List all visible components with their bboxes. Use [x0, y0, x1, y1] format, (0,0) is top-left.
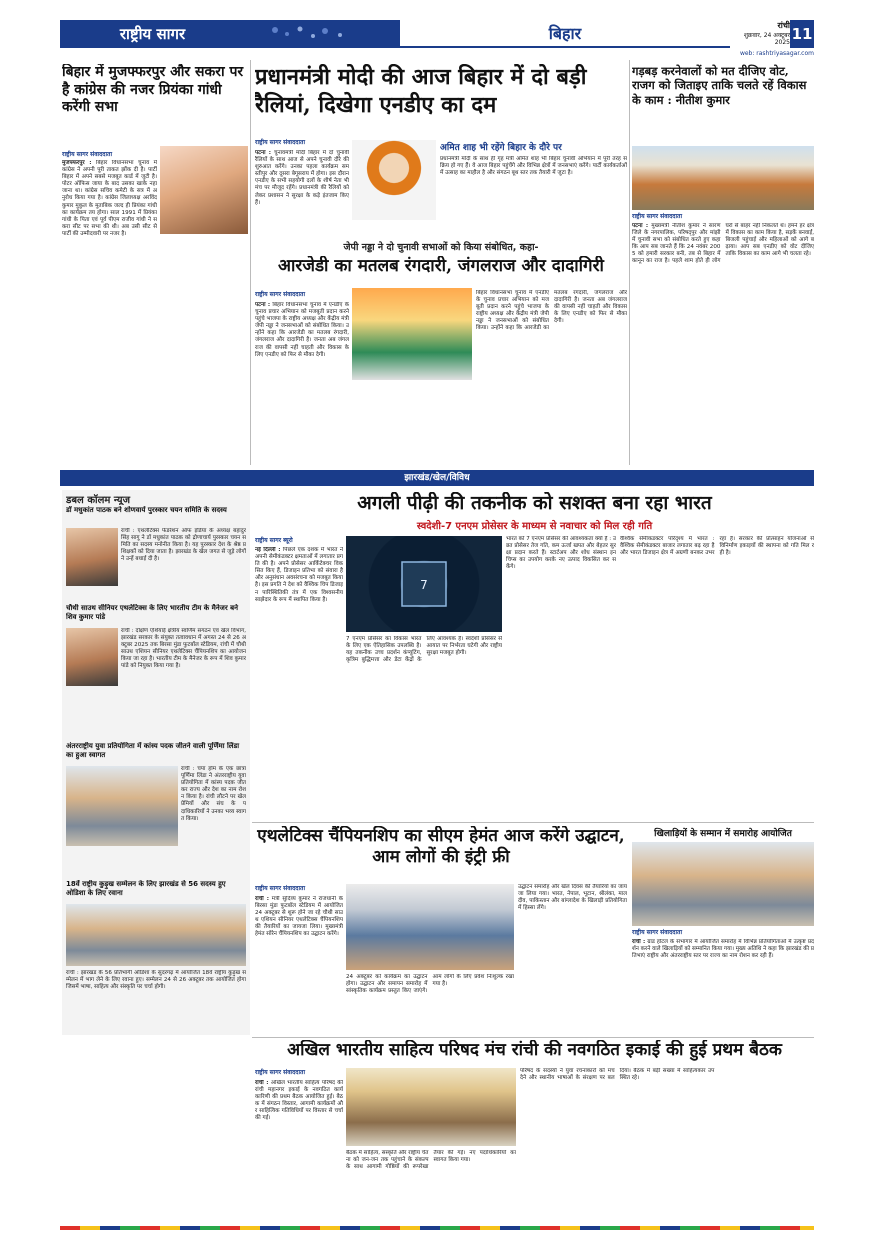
section-bar: झारखंड/खेल/विविध	[60, 470, 814, 486]
award-body-text: ग्रांड होटल के सभागार में आयोजित समारोह में विभिन्न प्रतियोगिताओं में उत्कृष्ट प्रदर्शन करने वाले खिलाड़ियों को सम्मानित किया गया। मुख्य अतिथि ने कहा कि झारखंड की प्रतिभाएं राष्ट्रीय और अंतरराष्ट्रीय स्तर पर राज्य का नाम रोशन कर रही हैं।	[632, 939, 814, 960]
dc-item4-headline: 18वें राष्ट्रीय कुड़ुख सम्मेलन के लिए झारखंड से 56 सदस्य हुए ओडिशा के लिए रवाना	[66, 880, 226, 897]
modi-byline: राष्ट्रीय सागर संवाददाता	[255, 139, 306, 146]
tech-lead-place: नई दिल्ली :	[255, 547, 281, 553]
priyanka-photo	[160, 146, 248, 234]
dc-item2-headline: चौथी साउथ सीनियर एथलेटिक्स के लिए भारतीय टीम के मैनेजर बने शिव कुमार पांडे	[66, 604, 239, 621]
dc-item4-body: रांची : झारखंड के 56 प्रतिभागी ओडिशा के सुंदरगढ़ में आयोजित 18वें राष्ट्रीय कुड़ुख सम्मेलन में भाग लेने के लिए रवाना हुए। सम्मेलन 24 से 26 अक्टूबर तक आयोजित होगा जिसमें भाषा, साहित्य और संस्कृति पर चर्चा होगी।	[66, 970, 246, 991]
sahitya-lead-place: रांची :	[255, 1080, 269, 1086]
page-number: 11	[790, 20, 814, 48]
nitish-body	[632, 223, 814, 463]
svg-text:7: 7	[420, 578, 428, 592]
priyanka-byline: राष्ट्रीय सागर संवाददाता	[62, 151, 113, 158]
nadda-body-cont: बिहार विधानसभा चुनाव में एनडीए के चुनाव प्रचार अभियान को मजबूती प्रदान करने पहुंचे भाजपा के राष्ट्रीय अध्यक्ष और केंद्रीय मंत्री जेपी नड्डा ने जनसभाओं को संबोधित किया। उन्होंने कहा कि आरजेडी का मतलब रंगदारी, जंगलराज और दादागिरी है। जनता अब जंगलराज की वापसी नहीं चाहती और विकास के लिए एनडीए को फिर से मौका देगी।	[476, 290, 627, 332]
dc-item4-photo	[66, 904, 246, 966]
nadda-kicker: जेपी नड्डा ने दो चुनावी सभाओं को किया संबोधित, कहा-	[343, 242, 539, 253]
award-lead-place: रांची :	[632, 939, 646, 945]
dc-item3-photo	[66, 766, 178, 846]
priyanka-body	[62, 160, 157, 460]
tech-body-col3: भारत को 7 एनएम प्रोसेसर की आवश्यकता क्यों है : उन्नत प्रोसेसर तेज गति, कम ऊर्जा खपत और बेहतर सुरक्षा प्रदान करते हैं। स्टार्टअप और शोध संस्थान इन चिप्स का उपयोग करके नए उत्पाद विकसित कर सकेंगे।	[506, 536, 616, 571]
paper-name: राष्ट्रीय सागर	[60, 20, 245, 48]
priyanka-headline: बिहार में मुजफ्फरपुर और सकरा पर है कांग्रेस की नजर प्रियंका गांधी करेंगी सभा	[62, 64, 244, 115]
nitish-rally-photo	[632, 146, 814, 210]
modi-photo	[352, 140, 436, 220]
award-byline: राष्ट्रीय सागर संवाददाता	[632, 929, 683, 936]
tech-byline: राष्ट्रीय सागर ब्यूरो	[255, 537, 293, 544]
cm-body1: मंत्री सुदिव्य कुमार ने राजधानी के बिरसा मुंडा फुटबॉल स्टेडियम में आयोजित 24 अक्टूबर से शुरू होने जा रहे चौथी साउथ एशियन सीनियर एथलेटिक्स चैंपियनशिप की तैयारियों का जायजा लिया। मुख्यमंत्री हेमंत सोरेन चैंपियनशिप का उद्घाटन करेंगे।	[255, 896, 343, 938]
award-photo	[632, 842, 814, 926]
chip-icon	[346, 536, 502, 632]
cm-body-col2: 24 अक्टूबर को कार्यक्रम का उद्घाटन होगा। उद्घाटन और समापन समारोह में सांस्कृतिक कार्यक्रम प्रस्तुत किए जाएंगे। आम लोगों के लिए प्रवेश निःशुल्क रखा गया है।	[346, 974, 514, 995]
column-rule	[629, 60, 630, 465]
dc-item1-headline: डॉ मधुकांत पाठक बने शोणवार्य पुरस्कार चयन समिति के सदस्य	[66, 506, 227, 514]
dc-item3-headline: अंतरराष्ट्रीय युवा प्रतियोगिता में कांस्य पदक जीतने वाली पूर्णिमा लिंडा का हुआ स्वागत	[66, 742, 240, 759]
award-headline: खिलाड़ियों के सम्मान में समारोह आयोजित	[654, 829, 792, 839]
dot-pattern-icon	[245, 20, 400, 48]
award-body	[632, 939, 814, 1035]
cm-headline: एथलेटिक्स चैंपियनशिप का सीएम हेमंत आज करेंगे उद्घाटन, आम लोगों की इंट्री फ्री	[257, 826, 625, 868]
sahitya-headline: अखिल भारतीय साहित्य परिषद मंच रांची की नवगठित इकाई की हुई प्रथम बैठक	[287, 1040, 782, 1060]
location: रांची	[777, 21, 790, 30]
modi-body-text: चुनावमंत्री मोदी बिहार में दो चुनावी रैलियों के साथ आज से अपने चुनावी दौरे की शुरुआत करेंगे। उनका पहला कार्यक्रम समस्तीपुर और दूसरा बेगूसराय में होगा। इस दौरान एनडीए के सभी सहयोगी दलों के शीर्ष नेता भी मंच पर मौजूद रहेंगे। प्रधानमंत्री की रैलियों को लेकर प्रशासन ने सुरक्षा के कड़े इंतजाम किए हैं।	[255, 150, 349, 206]
modi-subheadline: अमित शाह भी रहेंगे बिहार के दौरे पर	[440, 143, 562, 153]
sahitya-photo	[346, 1068, 516, 1146]
tech-body-col1	[255, 547, 343, 822]
sahitya-body-col3: परिषद के सदस्यों ने युवा रचनाकारों को मंच देने और स्थानीय भाषाओं के संरक्षण पर बल दिया। बैठक में बड़ी संख्या में साहित्यकार उपस्थित रहे।	[520, 1068, 715, 1082]
sahitya-body-col2: बैठक में साहित्य, संस्कृति और राष्ट्रीय चेतना को जन-जन तक पहुंचाने के संकल्प के साथ आगामी गोष्ठियों की रूपरेखा तैयार की गई। नए पदाधिकारियों का स्वागत किया गया।	[346, 1150, 516, 1171]
tech-body-col4: वैश्विक सेमीकंडक्टर परिदृश्य में भारत : वैश्विक सेमीकंडक्टर बाजार लगातार बढ़ रहा है और भारत डिजाइन क्षेत्र में अग्रणी बनकर उभर रहा है। सरकार की प्रोत्साहन योजनाओं से विनिर्माण इकाइयों की स्थापना को गति मिल रही है।	[620, 536, 814, 557]
nadda-byline: राष्ट्रीय सागर संवाददाता	[255, 291, 306, 298]
cm-photo	[346, 884, 514, 970]
dc-item1-photo	[66, 528, 118, 586]
footer-color-strip	[60, 1226, 814, 1230]
nadda-lead-place: पटना :	[255, 302, 271, 308]
date-block	[730, 20, 790, 48]
row-rule	[252, 822, 814, 823]
column-rule	[250, 60, 251, 465]
tech-headline: अगली पीढ़ी की तकनीक को सशक्त बना रहा भारत	[357, 492, 712, 514]
dc-item3-body: रांची : चंपा होम के एक छात्रा पूर्णिमा लिंडा ने अंतरराष्ट्रीय युवा प्रतियोगिता में कांस्य पदक जीतकर राज्य और देश का नाम रोशन किया है। रांची लौटने पर खेल प्रेमियों और संघ के पदाधिकारियों ने उनका भव्य स्वागत किया।	[181, 766, 246, 822]
tech-subheadline: स्वदेशी-7 एनएम प्रोसेसर के माध्यम से नवाचार को मिल रही गति	[416, 521, 653, 532]
sahitya-body1: अखिल भारतीय साहित्य परिषद की रांची महानगर इकाई के नवगठित कार्यकारिणी की प्रथम बैठक आयोजित हुई। बैठक में संगठन विस्तार, आगामी कार्यक्रमों और साहित्यिक गतिविधियों पर विस्तार से चर्चा की गई।	[255, 1080, 343, 1122]
tech-body1: पिछले एक दशक में भारत ने अपनी सेमीकंडक्टर क्षमताओं में लगातार प्रगति की है। अपने प्रोसेसर आर्किटेक्चर विकसित किए हैं, डिजाइन प्रतिभा को संवारा है और अनुसंधान अवसंरचना को मजबूत किया है। इस प्रगति ने देश को वैश्विक चिप डिजाइन पारिस्थितिकी तंत्र में एक विश्वसनीय साझेदार के रूप में स्थापित किया है।	[255, 547, 343, 603]
modi-lead-place: पटना :	[255, 150, 271, 156]
double-column-label: डबल कॉलम न्यूज	[66, 495, 131, 505]
modi-headline: प्रधानमंत्री मोदी की आज बिहार में दो बड़ी रैलियां, दिखेगा एनडीए का दम	[255, 64, 587, 118]
dc-item2-photo	[66, 628, 118, 686]
dc-item2-body: रांची : दक्षिण एशियाई क्षेत्रीय स्वर्णिम संगठन एवं खेल विभाग, झारखंड सरकार के संयुक्त तत्वावधान में अगस्त 24 से 26 अक्टूबर 2025 तक बिरसा मुंडा फुटबॉल स्टेडियम, रांची में चौथी साउथ एशियन सीनियर एथलेटिक्स चैंपियनशिप का आयोजन किया जा रहा है। भारतीय टीम के मैनेजर के रूप में शिव कुमार पांडे को नियुक्त किया गया है।	[121, 628, 246, 670]
cm-body-col1	[255, 896, 343, 1036]
row-rule	[252, 1037, 814, 1038]
nadda-body	[255, 302, 349, 462]
cm-byline: राष्ट्रीय सागर संवाददाता	[255, 885, 306, 892]
priyanka-lead-place: मुजफ्फरपुर :	[62, 160, 92, 166]
issue-date: शुक्रवार, 24 अक्टूबर 2025	[743, 32, 790, 46]
sahitya-byline: राष्ट्रीय सागर संवाददाता	[255, 1069, 306, 1076]
nitish-headline: गड़बड़ करनेवालों को मत दीजिए वोट, राजग को जिताइए ताकि चलते रहें विकास के काम : नीतीश कुमार	[632, 64, 807, 107]
cm-lead-place: रांची :	[255, 896, 269, 902]
section-city: बिहार	[400, 20, 730, 48]
nadda-photo	[352, 288, 472, 380]
nadda-headline: आरजेडी का मतलब रंगदारी, जंगलराज और दादागिरी	[278, 256, 604, 276]
nitish-lead-place: पटना :	[632, 223, 649, 229]
modi-body	[255, 150, 349, 238]
nitish-body-text: मुख्यमंत्री नीतीश कुमार ने सारण जिले के नगरपालिक, परिषद्पुर और मांझी में चुनावी सभा को संबोधित करते हुए कहा कि आप सब जानते हैं कि 24 नवंबर 2005 को हमारी सरकार बनी, तब से बिहार में कानून का राज है। पहले शाम होते ही लोग घरों से बाहर नहीं निकलते थे। हमने हर क्षेत्र में विकास का काम किया है, सड़कें बनवाईं, बिजली पहुंचाई और महिलाओं को आगे बढ़ाया। आप सब एनडीए को वोट दीजिए ताकि विकास का काम आगे भी चलता रहे।	[632, 223, 814, 265]
processor-chip-photo	[346, 536, 502, 632]
nitish-byline: राष्ट्रीय सागर संवाददाता	[632, 213, 683, 220]
tech-body-col2: 7 एनएम प्रोसेसर का विकास भारत के लिए एक ऐतिहासिक उपलब्धि है। यह तकनीक उच्च प्रदर्शन कंप्यूटिंग, कृत्रिम बुद्धिमत्ता और डेटा केंद्रों के लिए आवश्यक है। स्वदेशी प्रोसेसर से आयात पर निर्भरता घटेगी और राष्ट्रीय सुरक्षा मजबूत होगी।	[346, 636, 502, 664]
dc-item1-body: रांची : एथलेटिक्स फेडरेशन ऑफ इंडिया के अध्यक्ष बहादुर सिंह सागू ने डॉ मधुकांत पाठक को द्रोणाचार्य पुरस्कार चयन समिति का सदस्य मनोनीत किया है। यह पुरस्कार देश के श्रेष्ठ प्रशिक्षकों को दिया जाता है। झारखंड के खेल जगत से जुड़े लोगों ने उन्हें बधाई दी है।	[121, 528, 246, 563]
cm-body-col3: उद्घाटन समारोह और खेल दिवस की तैयारियों का जायजा लिया गया। भारत, नेपाल, भूटान, श्रीलंका, मालदीव, पाकिस्तान और बांग्लादेश के खिलाड़ी प्रतियोगिता में हिस्सा लेंगे।	[518, 884, 627, 912]
nadda-body-text: बिहार विधानसभा चुनाव में एनडीए के चुनाव प्रचार अभियान को मजबूती प्रदान करने पहुंचे भाजपा के राष्ट्रीय अध्यक्ष और केंद्रीय मंत्री जेपी नड्डा ने जनसभाओं को संबोधित किया। उन्होंने कहा कि आरजेडी का मतलब रंगदारी, जंगलराज और दादागिरी है। जनता अब जंगलराज की वापसी नहीं चाहती और विकास के लिए एनडीए को फिर से मौका देगी।	[255, 302, 349, 358]
priyanka-body-text: बिहार विधानसभा चुनाव में कांग्रेस ने अपनी पूरी ताकत झोंक दी है। पार्टी बिहार में अपने सबसे मजबूत कार्ड में जुटी है। पोटर ऑफिस जाया के बाद उसका खाके नहा जाना था। कांग्रेस सचिव कमेटी के सत्र में अनुरोध किया गया है। कांग्रेस जिलाध्यक्ष अरविंद कुमार मुकुल के मुताबिक जल्द ही प्रियंका गांधी का कार्यक्रम तय होगा। साल 1991 में प्रियंका गांधी के पिता एवं पूर्व पीएम राजीव गांधी ने सकरा सीट पर सभा की थी। अब उसी सीट से पार्टी की उम्मीदवारी पर नजर है।	[62, 160, 157, 237]
sahitya-body-col1	[255, 1080, 343, 1220]
modi-subbody: प्रधानमंत्री मोदी के साथ ही गृह मंत्री अमित शाह भी बिहार चुनावी अभियान में पूरी तरह सक्रिय हो गए हैं। वे आज बिहार पहुंचेंगे और विभिन्न क्षेत्रों में जनसभाएं करेंगे। पार्टी कार्यकर्ताओं में उत्साह का माहौल है और संगठन बूथ स्तर तक तैयारी में जुटा है।	[440, 156, 627, 177]
masthead-decoration	[245, 20, 400, 48]
website[interactable]: web: rashtriyasagar.com	[739, 50, 814, 57]
